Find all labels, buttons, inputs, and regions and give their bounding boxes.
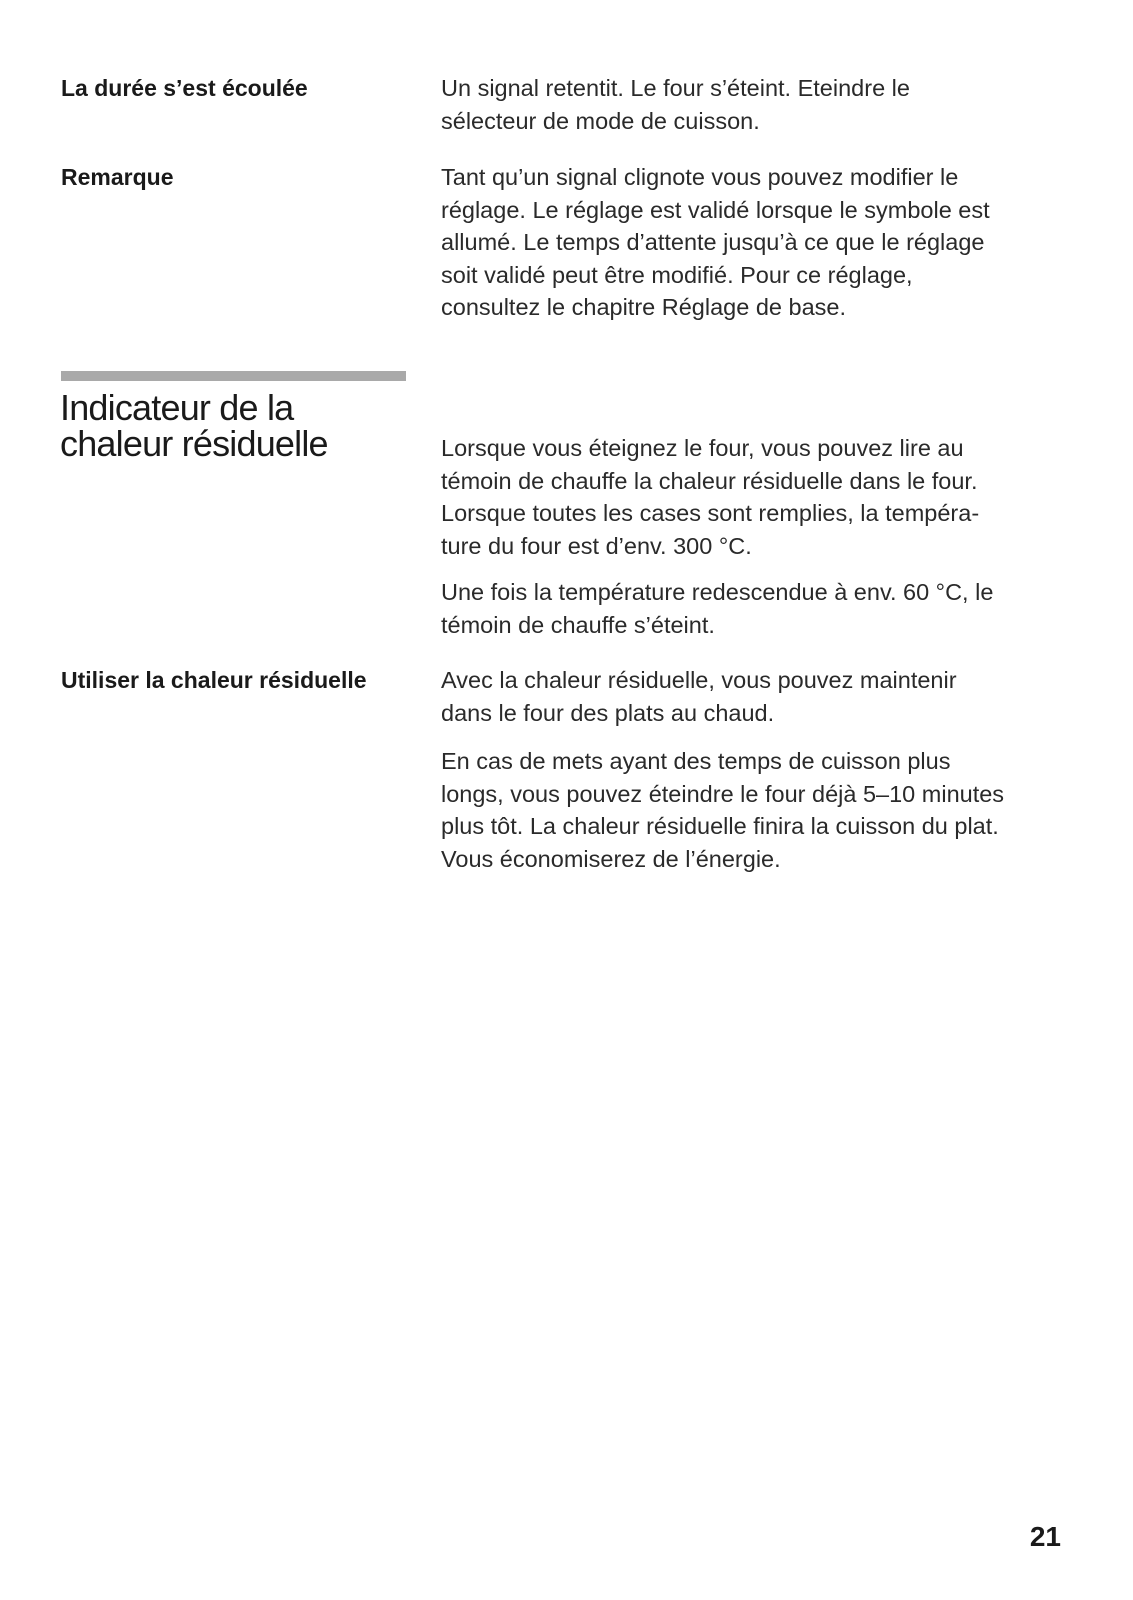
residual-heat-off	[441, 576, 1081, 641]
text-line: Avec la chaleur résiduelle, vous pouvez maintenir	[441, 667, 957, 693]
text-line: Lorsque toutes les cases sont remplies, la tempéra-	[441, 500, 980, 526]
section-heading	[60, 387, 328, 464]
remark-text	[441, 161, 1081, 324]
text-line: En cas de mets ayant des temps de cuisson plus	[441, 748, 951, 774]
duration-elapsed-text	[441, 72, 1081, 137]
heading-line: Indicateur de la	[60, 387, 294, 428]
duration-elapsed-label: La durée s’est écoulée	[61, 75, 308, 101]
use-residual-heat-text-2	[441, 745, 1081, 875]
text-line: témoin de chauffe s’éteint.	[441, 611, 715, 638]
text-line: soit validé peut être modifié. Pour ce réglage,	[441, 261, 913, 288]
text-line: dans le four des plats au chaud.	[441, 699, 775, 726]
text-line: témoin de chauffe la chaleur résiduelle dans le four.	[441, 467, 978, 494]
text-line: Une fois la température redescendue à env. 60 °C, le	[441, 579, 994, 605]
text-line: réglage. Le réglage est validé lorsque le symbole est	[441, 196, 990, 223]
text-line: plus tôt. La chaleur résiduelle finira la cuisson du plat.	[441, 813, 999, 839]
text-line: ture du four est d’env. 300 °C.	[441, 532, 752, 559]
text-line: Un signal retentit. Le four s’éteint. Eteindre le	[441, 75, 910, 101]
section-divider	[61, 371, 406, 381]
text-line: allumé. Le temps d’attente jusqu’à ce que le réglage	[441, 229, 985, 255]
text-line: longs, vous pouvez éteindre le four déjà 5–10 minutes	[441, 780, 1005, 807]
text-line: Lorsque vous éteignez le four, vous pouvez lire au	[441, 435, 964, 461]
text-line: consultez le chapitre Réglage de base.	[441, 294, 846, 320]
text-line: Vous économiserez de l’énergie.	[441, 845, 781, 872]
text-line: sélecteur de mode de cuisson.	[441, 107, 760, 134]
page-number: 21	[1029, 1521, 1061, 1552]
use-residual-heat-text-1	[441, 664, 1081, 729]
residual-heat-intro	[441, 432, 1081, 562]
remark-label: Remarque	[61, 164, 174, 190]
use-residual-heat-label: Utiliser la chaleur résiduelle	[61, 667, 367, 693]
heading-line: chaleur résiduelle	[60, 423, 328, 464]
text-line: Tant qu’un signal clignote vous pouvez modifier le	[441, 164, 959, 190]
